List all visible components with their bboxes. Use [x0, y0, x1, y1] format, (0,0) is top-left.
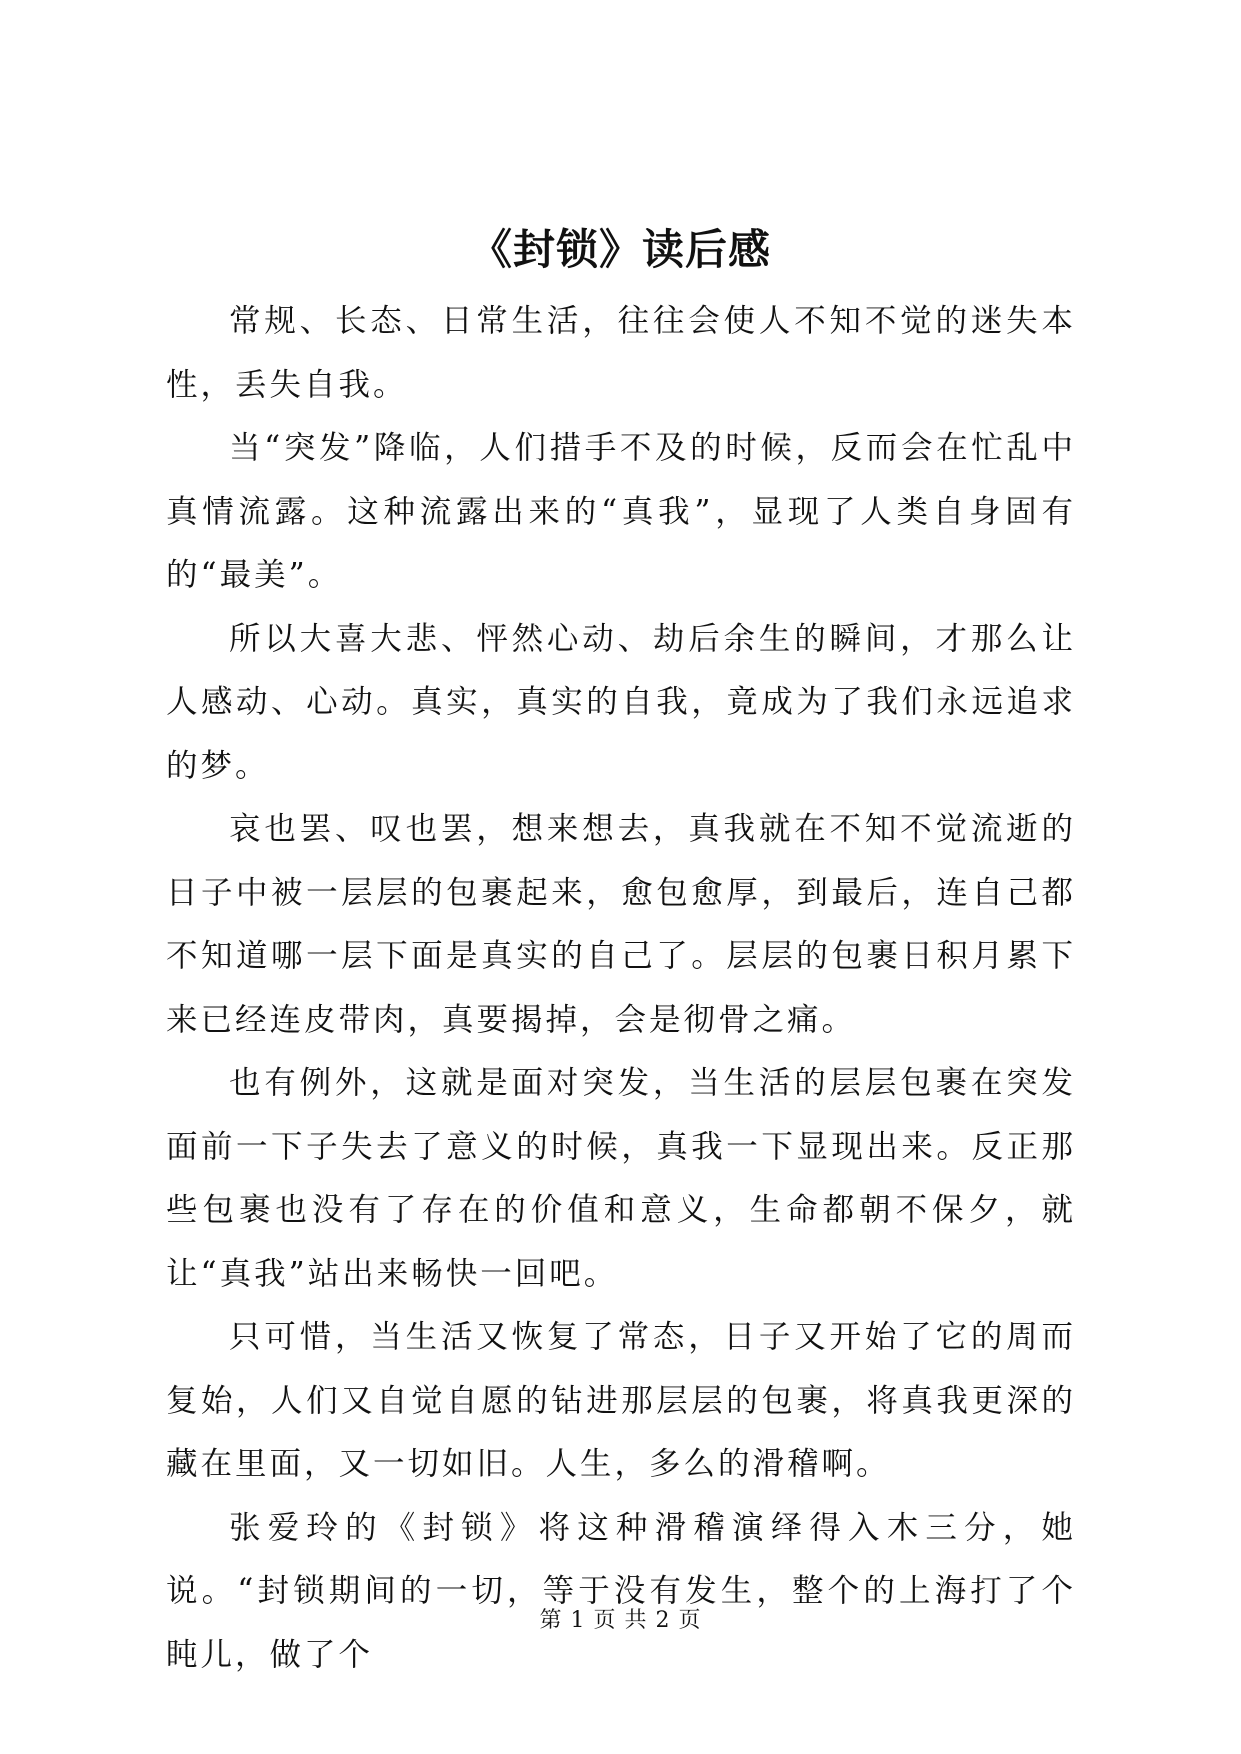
paragraph: 常规、长态、日常生活，往往会使人不知不觉的迷失本性，丢失自我。	[166, 303, 1076, 403]
document-body	[166, 290, 1076, 1687]
paragraph: 张爱玲的《封锁》将这种滑稽演绎得入木三分，她说。“封锁期间的一切，等于没有发生，整个的上海打了个盹儿，做了个	[166, 1509, 1076, 1673]
paragraph: 也有例外，这就是面对突发，当生活的层层包裹在突发面前一下子失去了意义的时候，真我一下显现出来。反正那些包裹也没有了存在的价值和意义，生命都朝不保夕，就让“真我”站出来畅快一回吧。	[166, 1065, 1076, 1292]
paragraph: 所以大喜大悲、怦然心动、劫后余生的瞬间，才那么让人感动、心动。真实，真实的自我，竟成为了我们永远追求的梦。	[166, 620, 1076, 784]
paragraph: 哀也罢、叹也罢，想来想去，真我就在不知不觉流逝的日子中被一层层的包裹起来，愈包愈厚，到最后，连自己都不知道哪一层下面是真实的自己了。层层的包裹日积月累下来已经连皮带肉，真要揭掉，会是彻骨之痛。	[166, 811, 1076, 1038]
paragraph: 当“突发”降临，人们措手不及的时候，反而会在忙乱中真情流露。这种流露出来的“真我”，显现了人类自身固有的“最美”。	[166, 430, 1076, 593]
paragraph: 只可惜，当生活又恢复了常态，日子又开始了它的周而复始，人们又自觉自愿的钻进那层层的包裹，将真我更深的藏在里面，又一切如旧。人生，多么的滑稽啊。	[166, 1319, 1076, 1482]
document-title: 《封锁》读后感	[469, 225, 771, 274]
page-number-footer: 第 1 页 共 2 页	[539, 1608, 702, 1633]
